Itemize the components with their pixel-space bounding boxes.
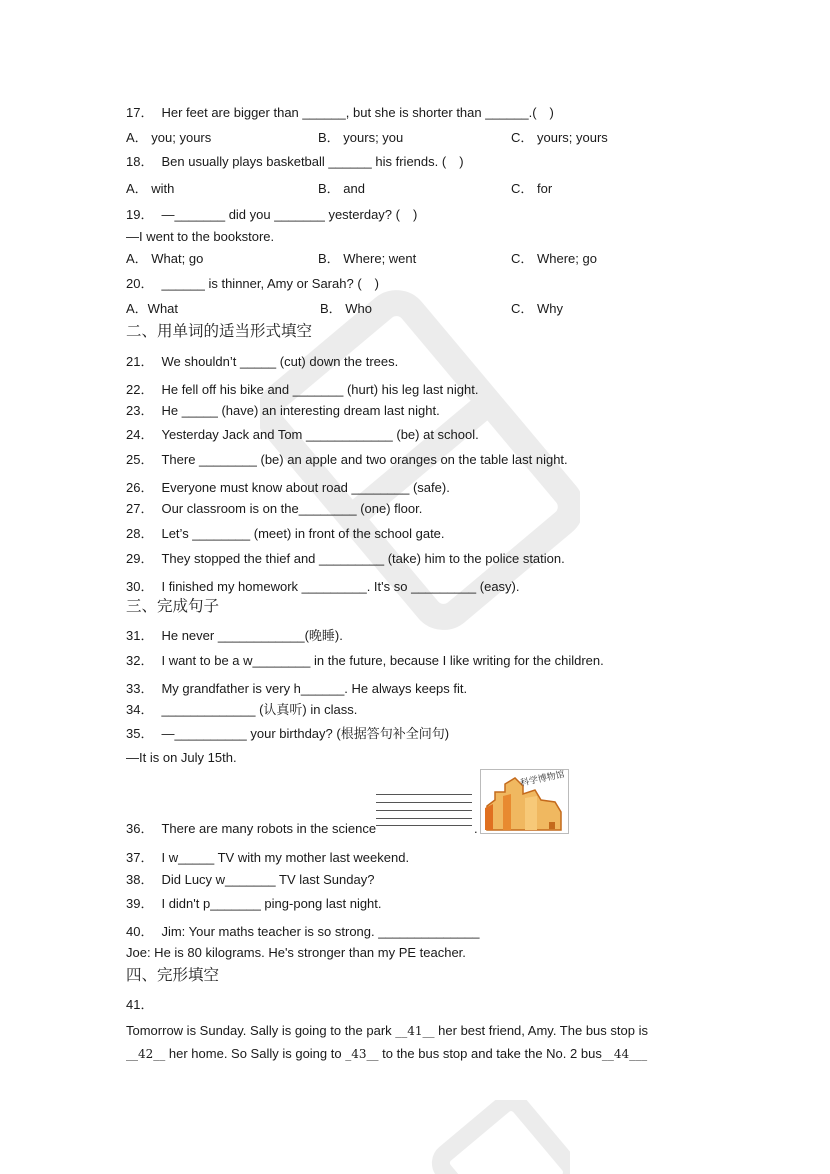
question-23: 23． He _____ (have) an interesting dream last night. bbox=[126, 403, 440, 418]
q17-option-a[interactable]: A． you; yours bbox=[126, 130, 212, 145]
question-24: 24． Yesterday Jack and Tom ____________ (be) at school. bbox=[126, 427, 479, 442]
question-17: 17． Her feet are bigger than ______, but she is shorter than ______.( ) bbox=[126, 105, 554, 120]
question-18: 18． Ben usually plays basketball ______ his friends. ( ) bbox=[126, 154, 464, 169]
question-19: 19． —_______ did you _______ yesterday? ( ) bbox=[126, 207, 418, 222]
question-21: 21． We shouldn’t _____ (cut) down the trees. bbox=[126, 354, 399, 369]
cloze-paragraph-line-1: Tomorrow is Sunday. Sally is going to the park __41__ her best friend, Amy. The bus stop is bbox=[126, 1023, 648, 1038]
question-20: 20． ______ is thinner, Amy or Sarah? ( ) bbox=[126, 276, 379, 291]
q20-option-b[interactable]: B． Who bbox=[320, 301, 373, 316]
question-38: 38． Did Lucy w_______ TV last Sunday? bbox=[126, 872, 375, 887]
question-34: 34． _____________ (认真听) in class. bbox=[126, 702, 358, 717]
q19-option-b[interactable]: B． Where; went bbox=[318, 251, 417, 266]
q20-option-c[interactable]: C． Why bbox=[511, 301, 564, 316]
question-36: 36． There are many robots in the science bbox=[126, 821, 377, 836]
q36-period: . bbox=[474, 821, 478, 836]
question-39: 39． I didn't p_______ ping-pong last night. bbox=[126, 896, 382, 911]
q19-option-c[interactable]: C． Where; go bbox=[511, 251, 597, 266]
q18-option-b[interactable]: B． and bbox=[318, 181, 365, 196]
question-29: 29． They stopped the thief and _________ (take) him to the police station. bbox=[126, 551, 565, 566]
cloze-paragraph-line-2: __42__ her home. So Sally is going to _43__ to the bus stop and take the No. 2 bus__44___ bbox=[126, 1046, 648, 1061]
question-31: 31． He never ____________(晚睡). bbox=[126, 628, 343, 643]
question-22: 22． He fell off his bike and _______ (hurt) his leg last night. bbox=[126, 382, 479, 397]
question-37: 37． I w_____ TV with my mother last weekend. bbox=[126, 850, 410, 865]
q20-option-a[interactable]: A．What bbox=[126, 301, 179, 316]
question-32: 32． I want to be a w________ in the future, because I like writing for the children. bbox=[126, 653, 604, 668]
cloze-blank-43[interactable]: _43__ bbox=[345, 1047, 379, 1061]
section-4-heading: 四、完形填空 bbox=[126, 966, 220, 984]
science-museum-icon bbox=[481, 770, 568, 833]
q36-answer-lines bbox=[376, 792, 474, 830]
section-3-heading: 三、完成句子 bbox=[126, 597, 220, 615]
question-26: 26． Everyone must know about road ________ (safe). bbox=[126, 480, 450, 495]
question-35: 35． —__________ your birthday? (根据答句补全问句) bbox=[126, 726, 450, 741]
question-41-number: 41． bbox=[126, 997, 154, 1012]
cloze-blank-41[interactable]: __41__ bbox=[395, 1024, 435, 1038]
q18-option-a[interactable]: A． with bbox=[126, 181, 175, 196]
cloze-blank-42[interactable]: __42__ bbox=[126, 1047, 166, 1061]
question-28: 28． Let’s ________ (meet) in front of the school gate. bbox=[126, 526, 445, 541]
cloze-blank-44[interactable]: __44___ bbox=[601, 1047, 648, 1061]
watermark-logo-bottom bbox=[430, 1100, 570, 1174]
q17-option-c[interactable]: C． yours; yours bbox=[511, 130, 608, 145]
question-25: 25． There ________ (be) an apple and two oranges on the table last night. bbox=[126, 452, 568, 467]
q19-option-a[interactable]: A． What; go bbox=[126, 251, 204, 266]
science-museum-image bbox=[480, 769, 569, 834]
q35-answer: —It is on July 15th. bbox=[126, 750, 237, 765]
q40-reply: Joe: He is 80 kilograms. He's stronger than my PE teacher. bbox=[126, 945, 466, 960]
section-2-heading: 二、用单词的适当形式填空 bbox=[126, 322, 313, 340]
q18-option-c[interactable]: C． for bbox=[511, 181, 553, 196]
question-40: 40． Jim: Your maths teacher is so strong. ______________ bbox=[126, 924, 480, 939]
museum-sign: 科学博物馆 bbox=[519, 770, 566, 789]
question-30: 30． I finished my homework _________. It's so _________ (easy). bbox=[126, 579, 520, 594]
q19-answer: —I went to the bookstore. bbox=[126, 229, 275, 244]
q17-option-b[interactable]: B． yours; you bbox=[318, 130, 404, 145]
question-33: 33． My grandfather is very h______. He always keeps fit. bbox=[126, 681, 468, 696]
question-27: 27． Our classroom is on the________ (one) floor. bbox=[126, 501, 423, 516]
